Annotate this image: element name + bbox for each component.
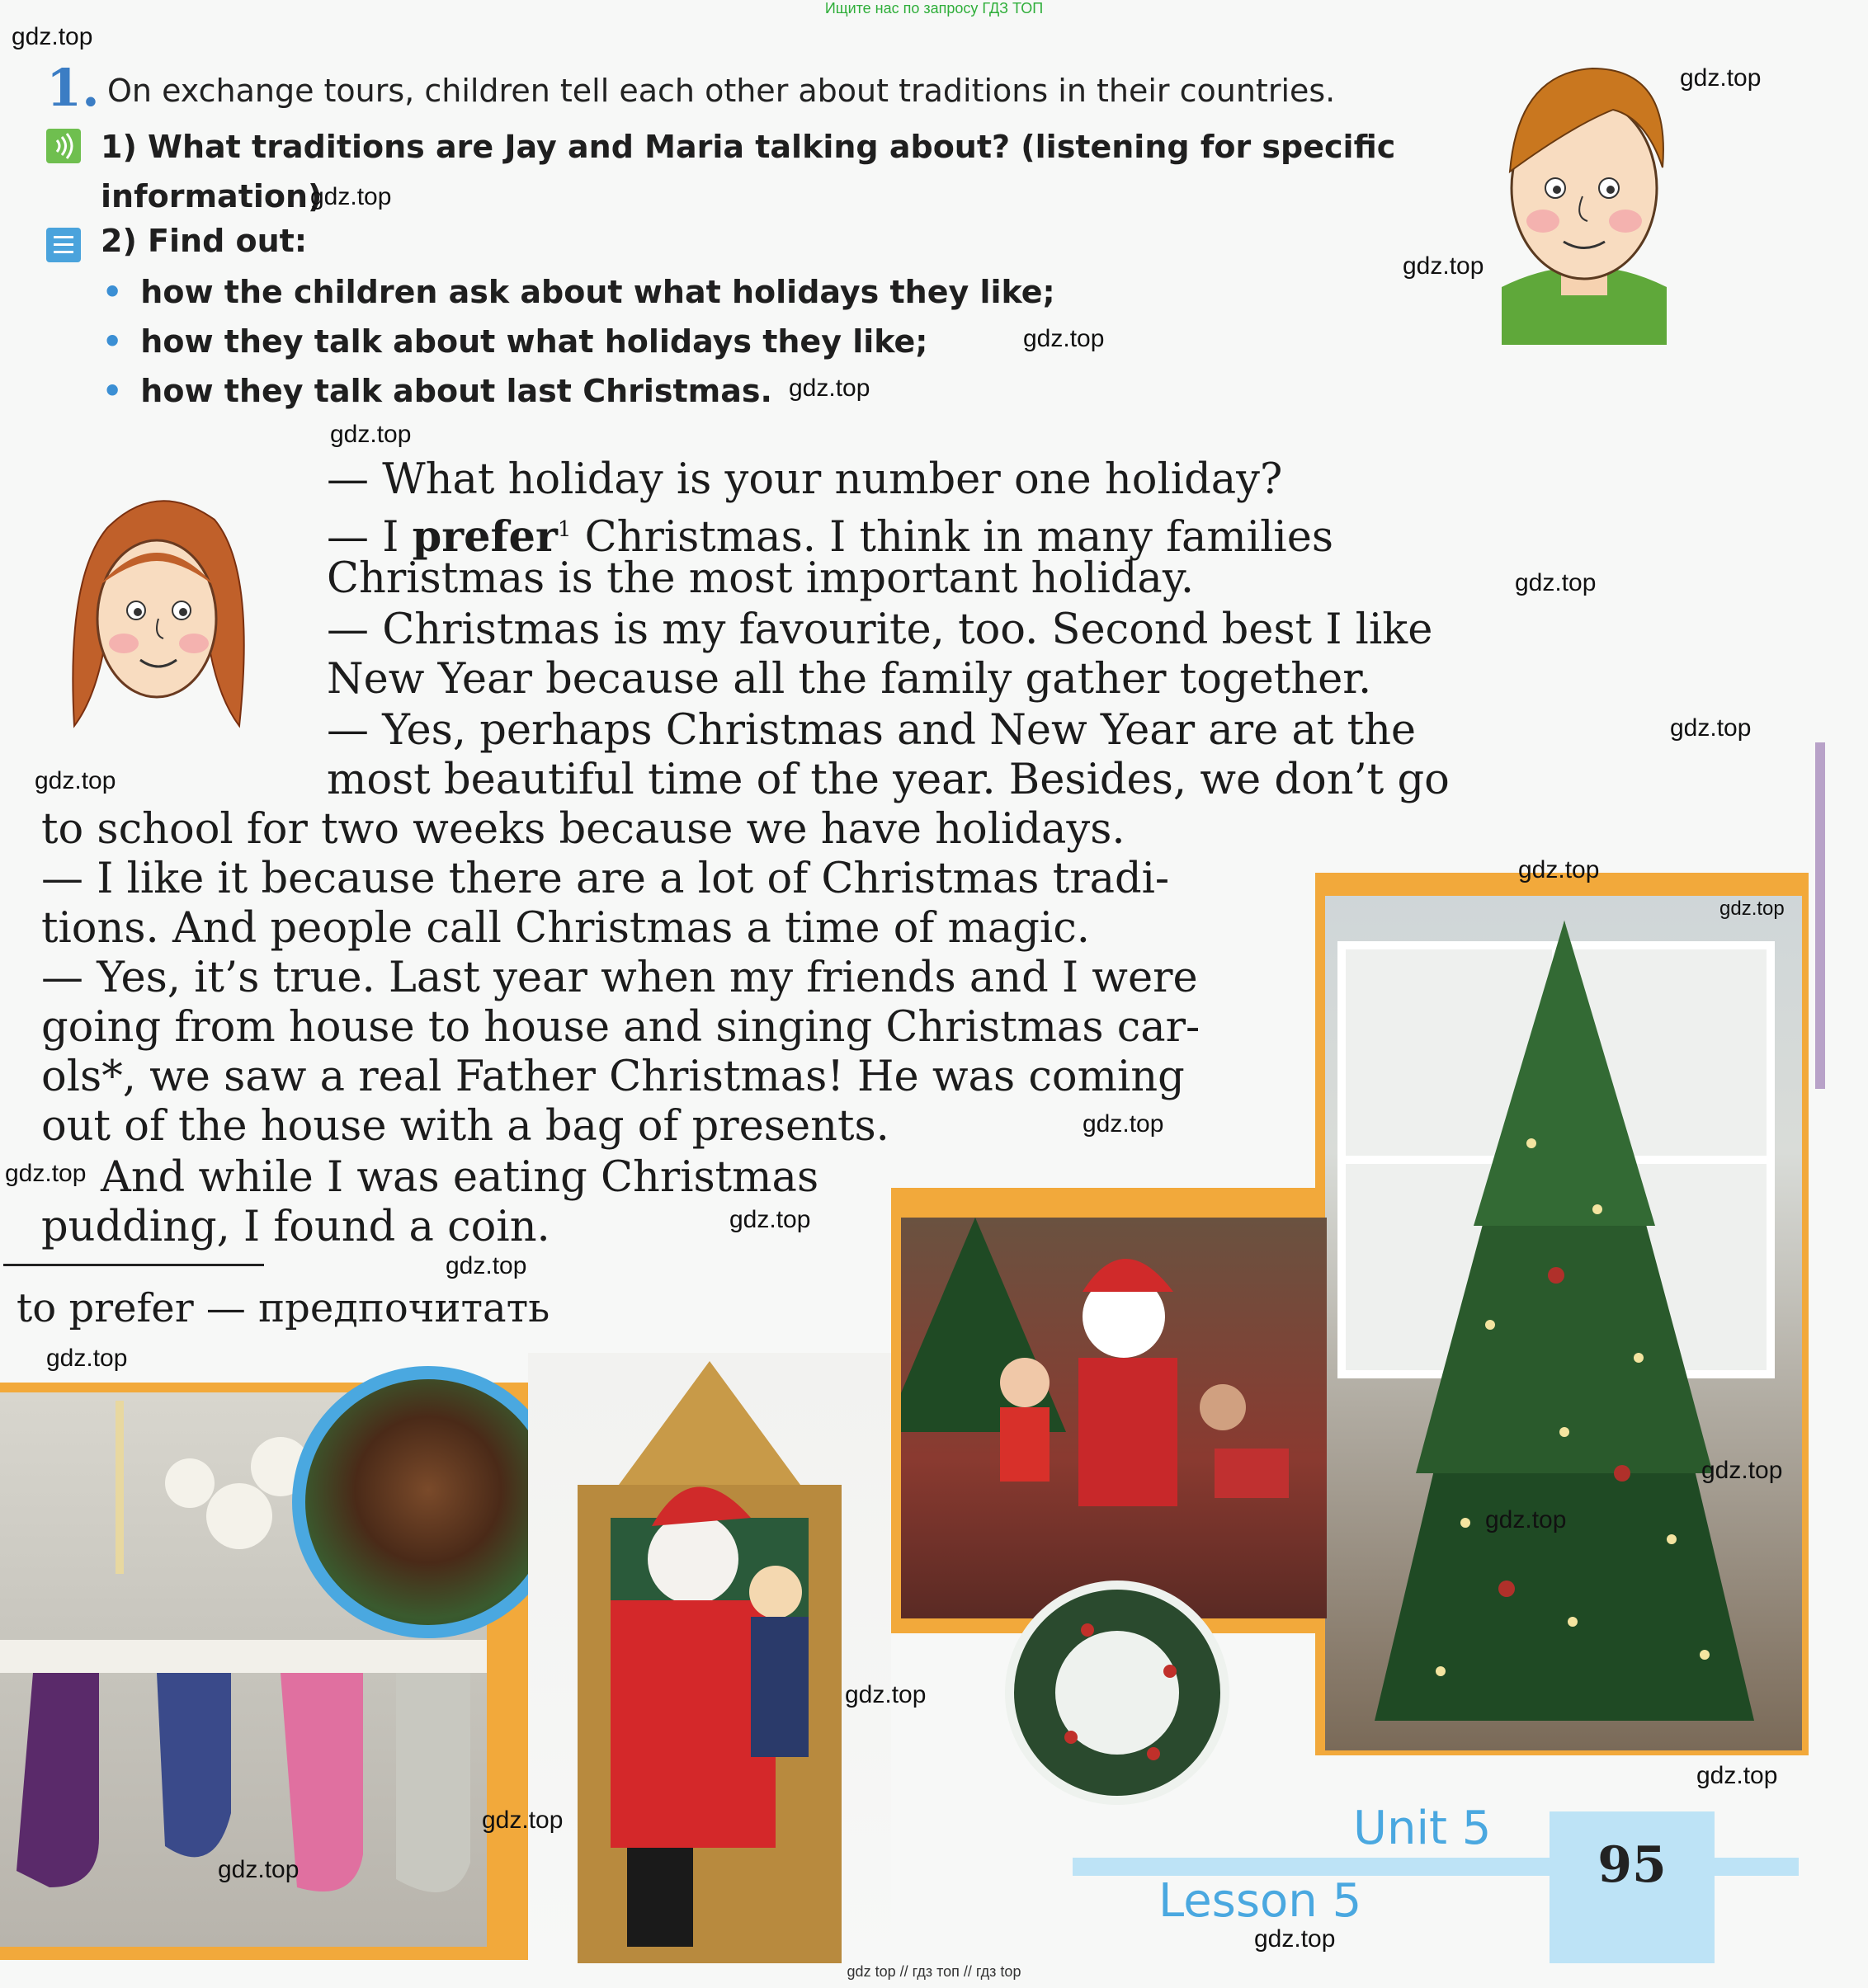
dialogue-line: ols*, we saw a real Father Christmas! He was coming: [41, 1053, 1185, 1101]
lesson-label: Lesson 5: [1158, 1874, 1362, 1928]
page-number: 95: [1597, 1836, 1667, 1894]
watermark: gdz.top: [446, 1252, 527, 1279]
watermark: gdz.top: [12, 23, 93, 50]
top-banner: Ищите нас по запросу ГДЗ ТОП: [824, 0, 1044, 16]
girl-illustration: [58, 495, 256, 734]
question-2: 2) Find out:: [101, 223, 308, 259]
watermark: gdz.top: [35, 767, 116, 794]
dialogue-line: most beautiful time of the year. Besides, we don’t go: [327, 756, 1450, 804]
dialogue-line: tions. And people call Christmas a time of magic.: [41, 904, 1091, 953]
watermark: gdz.top: [1485, 1506, 1567, 1533]
dialogue-line: to school for two weeks because we have holidays.: [41, 805, 1125, 854]
dialogue-line: out of the house with a bag of presents.: [41, 1102, 889, 1151]
unit-label: Unit 5: [1353, 1802, 1492, 1855]
bullet-item: • how they talk about last Christmas.: [102, 373, 772, 409]
page-edge-strip: [1815, 742, 1825, 1089]
dialogue-line: — Yes, perhaps Christmas and New Year are at the: [327, 706, 1417, 755]
santa-throne-photo: [528, 1353, 891, 1965]
watermark: gdz.top: [1023, 325, 1105, 352]
watermark: gdz.top: [1403, 252, 1484, 280]
dialogue-line: — I like it because there are a lot of Christmas tradi-: [41, 855, 1170, 903]
listening-icon: [46, 129, 81, 163]
watermark: gdz.top: [1670, 714, 1752, 742]
dialogue-line: — I prefer$^1$ Christmas. I think in many families: [327, 512, 1334, 562]
dialogue-line: New Year because all the family gather together.: [327, 655, 1372, 704]
watermark: gdz.top: [1254, 1925, 1336, 1953]
watermark: gdz.top: [1083, 1110, 1164, 1138]
dialogue-line: Christmas is the most important holiday.: [327, 554, 1195, 603]
footnote-separator: [3, 1264, 264, 1266]
santa-children-photo: [901, 1218, 1327, 1618]
dialogue-line: pudding, I found a coin.: [41, 1203, 550, 1251]
bullet-item: • how the children ask about what holidays they like;: [102, 274, 1055, 310]
bullet-item: • how they talk about what holidays they like;: [102, 323, 928, 360]
watermark: gdz.top: [5, 1160, 87, 1187]
watermark: gdz.top: [218, 1856, 300, 1883]
watermark: gdz.top: [729, 1206, 811, 1233]
exercise-number: 1.: [46, 58, 100, 118]
watermark: gdz.top: [1696, 1762, 1778, 1789]
watermark: gdz.top: [482, 1807, 564, 1834]
reading-icon: [46, 228, 81, 262]
glossary-word: prefer: [412, 512, 558, 562]
watermark: gdz.top: [1515, 569, 1597, 596]
watermark: gdz.top: [1719, 897, 1785, 920]
dialogue-line: And while I was eating Christmas: [101, 1153, 819, 1202]
christmas-tree-photo: [1325, 896, 1802, 1750]
question-1: 1) What traditions are Jay and Maria talking about? (listening for specific information): [101, 129, 1396, 214]
boy-illustration: [1485, 64, 1683, 345]
dialogue-line: — What holiday is your number one holiday?: [327, 455, 1283, 504]
dialogue-line: — Yes, it’s true. Last year when my friends and I were: [41, 954, 1198, 1002]
watermark: gdz.top: [46, 1345, 128, 1372]
watermark: gdz.top: [845, 1681, 927, 1708]
wreath-photo: [1005, 1581, 1229, 1805]
watermark: gdz.top: [789, 375, 870, 402]
pudding-photo-border: [292, 1366, 564, 1638]
watermark: gdz.top: [1701, 1457, 1783, 1484]
watermark: gdz.top: [310, 183, 392, 210]
glossary-note: to prefer — предпочитать: [17, 1285, 550, 1331]
dialogue-line: — Christmas is my favourite, too. Second best I like: [327, 605, 1433, 654]
dialogue-line: going from house to house and singing Christmas car-: [41, 1003, 1201, 1052]
watermark: gdz.top: [330, 421, 412, 448]
pudding-photo: [305, 1379, 551, 1625]
watermark: gdz.top: [1680, 64, 1762, 92]
exercise-intro: On exchange tours, children tell each other about traditions in their countries.: [107, 73, 1336, 109]
bottom-banner: gdz top // гдз топ // гдз top: [847, 1963, 1021, 1980]
watermark: gdz.top: [1518, 856, 1600, 883]
